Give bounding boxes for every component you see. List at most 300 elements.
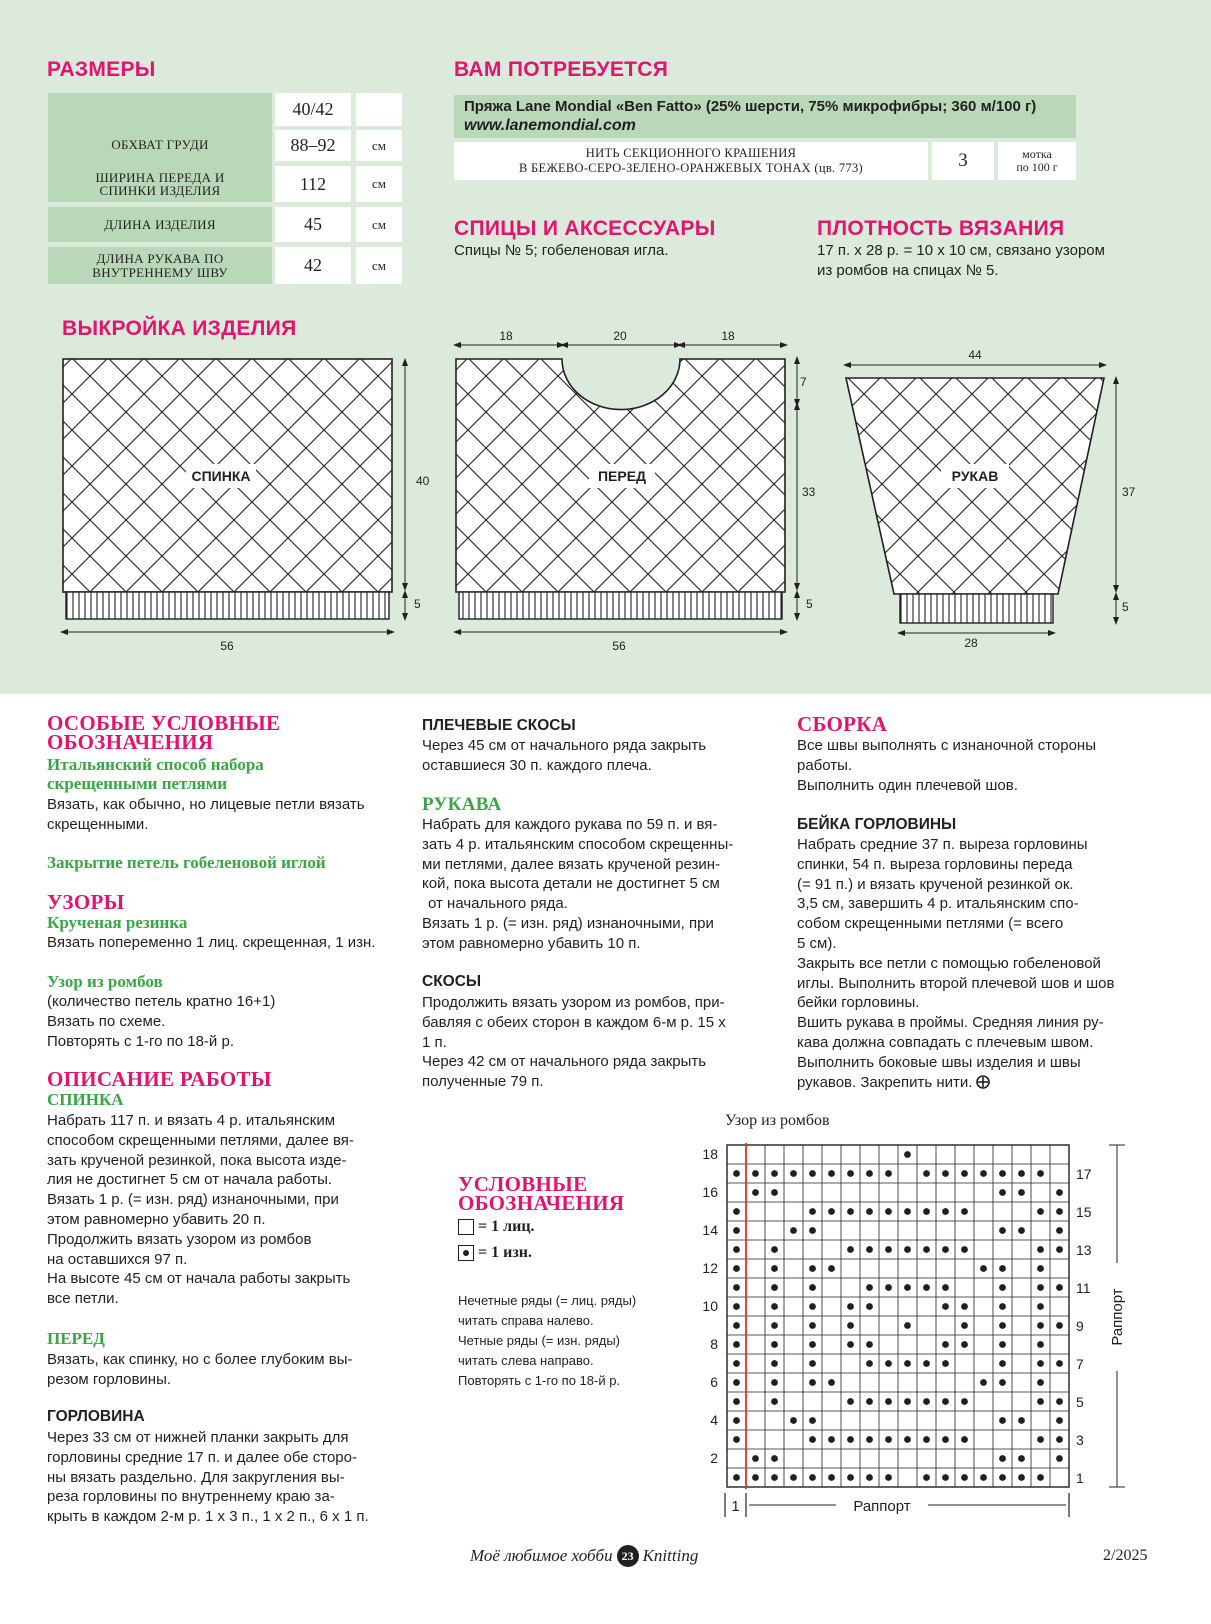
front-piece xyxy=(456,359,785,619)
purl-stitch-dot xyxy=(904,1322,911,1329)
purl-stitch-dot xyxy=(733,1474,740,1481)
purl-stitch-dot xyxy=(847,1322,854,1329)
size-unit-empty xyxy=(356,93,402,126)
purl-stitch-dot xyxy=(866,1341,873,1348)
purl-stitch-dot xyxy=(942,1341,949,1348)
neck-line: Через 33 см от нижней планки закрыть для xyxy=(47,1429,349,1446)
purl-stitch-dot xyxy=(923,1398,930,1405)
italian-title-line1: Итальянский способ набора xyxy=(47,755,264,774)
legend-purl-label: = 1 изн. xyxy=(478,1244,532,1261)
legend-note: Нечетные ряды (= лиц. ряды) xyxy=(458,1293,637,1308)
purl-stitch-dot xyxy=(771,1322,778,1329)
legend-notes xyxy=(458,1291,636,1391)
purl-stitch-dot xyxy=(999,1189,1006,1196)
purl-stitch-dot xyxy=(752,1170,759,1177)
purl-stitch-dot xyxy=(885,1284,892,1291)
purl-stitch-dot xyxy=(771,1341,778,1348)
purl-stitch-dot xyxy=(1056,1417,1063,1424)
purl-stitch-dot xyxy=(999,1417,1006,1424)
purl-stitch-dot xyxy=(847,1170,854,1177)
purl-stitch-dot xyxy=(1056,1360,1063,1367)
row-number-right: 11 xyxy=(1076,1280,1091,1296)
purl-stitch-dot xyxy=(1037,1398,1044,1405)
italian-text-line2: скрещенными. xyxy=(47,815,149,833)
front-neck-dim: 20 xyxy=(613,329,627,343)
purl-stitch-dot xyxy=(1037,1341,1044,1348)
purl-stitch-dot xyxy=(923,1170,930,1177)
footer-page-number: 23 xyxy=(617,1545,639,1567)
row-number-right: 13 xyxy=(1076,1242,1092,1258)
row-number-right: 17 xyxy=(1076,1166,1092,1182)
sleeves-line: Вязать 1 р. (= изн. ряд) изнаночными, при xyxy=(422,914,714,932)
purl-stitch-dot xyxy=(923,1208,930,1215)
neck-line: крыть в каждом 2-м р. 1 х 3 п., 1 х 2 п., 6 х 1 п. xyxy=(47,1508,369,1526)
materials-title: ВАМ ПОТРЕБУЕТСЯ xyxy=(454,58,669,81)
front-width-dim: 56 xyxy=(612,639,626,653)
purl-stitch-dot xyxy=(866,1398,873,1405)
purl-stitch-dot xyxy=(809,1322,816,1329)
special-title-line2: ОБОЗНАЧЕНИЯ xyxy=(47,730,214,754)
purl-stitch-dot xyxy=(999,1170,1006,1177)
row-number-right: 1 xyxy=(1076,1470,1084,1486)
purl-stitch-dot xyxy=(904,1436,911,1443)
yarn-unit-line1: мотка xyxy=(1022,147,1052,161)
purl-stitch-dot xyxy=(1018,1227,1025,1234)
row-number-left: 16 xyxy=(702,1184,718,1200)
front-rib-dim: 5 xyxy=(806,597,813,611)
purl-stitch-dot xyxy=(790,1417,797,1424)
purl-stitch-dot xyxy=(733,1265,740,1272)
purl-stitch-dot xyxy=(942,1474,949,1481)
neckband-title: БЕЙКА ГОРЛОВИНЫ xyxy=(797,816,957,833)
gauge-line1: 17 п. х 28 р. = 10 х 10 см, связано узором xyxy=(817,242,1105,259)
purl-stitch-dot xyxy=(942,1303,949,1310)
back-line: На высоте 45 см от начала работы закрыть xyxy=(47,1270,351,1288)
row-number-right: 15 xyxy=(1076,1204,1092,1220)
purl-stitch-dot xyxy=(904,1208,911,1215)
back-piece xyxy=(63,359,392,619)
purl-stitch-dot xyxy=(961,1246,968,1253)
yarn-unit xyxy=(998,142,1076,180)
gauge-title: ПЛОТНОСТЬ ВЯЗАНИЯ xyxy=(817,217,1065,240)
work-title: ОПИСАНИЕ РАБОТЫ xyxy=(47,1067,272,1091)
purl-stitch-dot xyxy=(923,1246,930,1253)
diamond-text-line3: Повторять с 1-го по 18-й р. xyxy=(47,1032,234,1050)
row-number-right: 7 xyxy=(1076,1356,1084,1372)
purl-stitch-dot xyxy=(1018,1474,1025,1481)
shoulder-text xyxy=(422,736,706,776)
purl-stitch-dot xyxy=(1037,1246,1044,1253)
sleeve-value: 42 xyxy=(275,247,351,284)
row-number-left: 8 xyxy=(710,1336,718,1352)
purl-stitch-dot xyxy=(1056,1436,1063,1443)
yarn-color-line2: В БЕЖЕВО-СЕРО-ЗЕЛЕНО-ОРАНЖЕВЫХ ТОНАХ (цв. 773) xyxy=(518,160,864,175)
special-title xyxy=(47,711,281,754)
row-number-left: 4 xyxy=(710,1412,718,1428)
purl-stitch-dot xyxy=(904,1151,911,1158)
purl-stitch-dot xyxy=(885,1436,892,1443)
purl-stitch-dot xyxy=(733,1341,740,1348)
front-top-right-dim: 18 xyxy=(721,329,735,343)
purl-stitch-dot xyxy=(809,1360,816,1367)
back-height-dim: 40 xyxy=(416,474,430,488)
purl-stitch-dot xyxy=(923,1436,930,1443)
row-number-right: 3 xyxy=(1076,1432,1084,1448)
sleeve-top-dim: 44 xyxy=(968,348,982,362)
neckband-line: рукавов. Закрепить нити. xyxy=(797,1073,973,1091)
purl-stitch-dot xyxy=(1056,1208,1063,1215)
purl-stitch-dot xyxy=(790,1474,797,1481)
length-value: 45 xyxy=(275,207,351,242)
bevel-line: Через 42 см от начального ряда закрыть xyxy=(422,1053,707,1071)
purl-stitch-dot xyxy=(771,1379,778,1386)
purl-stitch-dot xyxy=(1018,1189,1025,1196)
back-line: этом равномерно убавить 20 п. xyxy=(47,1210,266,1228)
diamond-text xyxy=(47,992,275,1051)
purl-stitch-dot xyxy=(828,1208,835,1215)
footer-section: Knitting xyxy=(642,1546,699,1565)
purl-stitch-dot xyxy=(771,1265,778,1272)
purl-stitch-dot xyxy=(733,1436,740,1443)
purl-stitch-dot xyxy=(866,1474,873,1481)
sizes-title: РАЗМЕРЫ xyxy=(47,58,156,81)
front-top-left-dim: 18 xyxy=(499,329,513,343)
purl-stitch-dot xyxy=(999,1360,1006,1367)
chest-value: 88–92 xyxy=(275,130,351,161)
front-neck-depth-dim: 7 xyxy=(800,375,807,389)
row-number-left: 14 xyxy=(702,1222,718,1238)
purl-stitch-dot xyxy=(923,1360,930,1367)
purl-stitch-dot xyxy=(866,1170,873,1177)
purl-stitch-dot xyxy=(999,1227,1006,1234)
purl-stitch-dot xyxy=(923,1284,930,1291)
purl-stitch-dot xyxy=(961,1322,968,1329)
sleeves-line: ми петлями, далее вязать крученой резин- xyxy=(422,855,721,873)
back-label: СПИНКА xyxy=(191,468,251,484)
neckband-line: 5 см). xyxy=(797,934,837,952)
purl-stitch-dot xyxy=(1037,1436,1044,1443)
purl-stitch-dot xyxy=(999,1474,1006,1481)
length-unit: см xyxy=(356,207,402,242)
legend-knit-label: = 1 лиц. xyxy=(478,1218,535,1235)
purl-stitch-dot xyxy=(961,1341,968,1348)
neckband-line: (= 91 п.) и вязать крученой резинкой ок. xyxy=(797,875,1074,893)
yarn-description: Пряжа Lane Mondial «Ben Fatto» (25% шерсти, 75% микрофибры; 360 м/100 г) xyxy=(464,98,1037,115)
purl-stitch-dot xyxy=(809,1208,816,1215)
purl-stitch-dot xyxy=(733,1284,740,1291)
purl-stitch-dot xyxy=(809,1303,816,1310)
purl-stitch-dot xyxy=(961,1303,968,1310)
footer-magazine xyxy=(470,1545,698,1567)
back-line: Вязать 1 р. (= изн. ряд) изнаночными, при xyxy=(47,1191,339,1209)
purl-stitch-dot xyxy=(809,1227,816,1234)
front-height-dim: 33 xyxy=(802,485,816,499)
yarn-quantity: 3 xyxy=(932,142,994,180)
yarn-unit-line2: по 100 г xyxy=(1016,160,1058,174)
back-line: Продолжить вязать узором из ромбов xyxy=(47,1230,312,1248)
purl-stitch-dot xyxy=(771,1189,778,1196)
diamond-title: Узор из ромбов xyxy=(47,972,163,991)
purl-stitch-dot xyxy=(847,1246,854,1253)
diamond-text-line2: Вязать по схеме. xyxy=(47,1012,166,1030)
purl-stitch-dot xyxy=(885,1246,892,1253)
purl-stitch-dot xyxy=(809,1474,816,1481)
purl-stitch-dot xyxy=(828,1436,835,1443)
purl-stitch-dot xyxy=(733,1398,740,1405)
legend-title-line2: ОБОЗНАЧЕНИЯ xyxy=(458,1191,625,1215)
neck-text xyxy=(47,1428,369,1527)
front-line: резом горловины. xyxy=(47,1370,172,1388)
purl-stitch-dot xyxy=(885,1360,892,1367)
bevel-line: бавляя с обеих сторон в каждом 6-м р. 15 х xyxy=(422,1013,726,1031)
patterns-title: УЗОРЫ xyxy=(47,890,125,914)
row-number-left: 12 xyxy=(702,1260,718,1276)
purl-stitch-dot xyxy=(733,1227,740,1234)
needles-text: Спицы № 5; гобеленовая игла. xyxy=(454,242,669,259)
rib-text: Вязать попеременно 1 лиц. скрещенная, 1 изн. xyxy=(47,934,376,951)
purl-stitch-dot xyxy=(999,1379,1006,1386)
row-number-left: 10 xyxy=(702,1298,718,1314)
purl-stitch-dot xyxy=(942,1398,949,1405)
row-number-right: 5 xyxy=(1076,1394,1084,1410)
shoulder-line: Через 45 см от начального ряда закрыть xyxy=(422,737,707,754)
diamond-chart xyxy=(690,1140,1126,1540)
purl-stitch-dot xyxy=(980,1379,987,1386)
back-line: лия не достигнет 5 см от начала работы. xyxy=(47,1171,333,1189)
purl-stitch-dot xyxy=(961,1474,968,1481)
back-line: зать крученой резинкой, пока высота изде- xyxy=(47,1151,347,1169)
purl-stitch-dot xyxy=(1056,1227,1063,1234)
purl-stitch-dot xyxy=(1018,1455,1025,1462)
gauge-line2: из ромбов на спицах № 5. xyxy=(817,261,999,279)
purl-stitch-dot xyxy=(1037,1474,1044,1481)
purl-stitch-dot xyxy=(809,1265,816,1272)
assembly-text xyxy=(797,736,1096,795)
purl-stitch-dot xyxy=(904,1246,911,1253)
purl-stitch-dot xyxy=(847,1474,854,1481)
sleeve-unit: см xyxy=(356,247,402,284)
neckband-last-line xyxy=(797,1073,1114,1093)
purl-stitch-dot xyxy=(942,1170,949,1177)
back-section-title: СПИНКА xyxy=(47,1090,124,1109)
sleeve-piece xyxy=(846,378,1104,623)
legend-purl xyxy=(458,1244,532,1262)
row-number-left: 18 xyxy=(702,1146,718,1162)
purl-stitch-dot xyxy=(885,1208,892,1215)
yarn-color-line1: НИТЬ СЕКЦИОННОГО КРАШЕНИЯ xyxy=(585,146,797,160)
footer-magazine-name: Моё любимое хобби xyxy=(470,1546,613,1565)
purl-stitch-dot xyxy=(904,1360,911,1367)
purl-stitch-dot xyxy=(847,1398,854,1405)
neck-line: горловины средние 17 п. и далее обе сторо- xyxy=(47,1448,357,1466)
legend-title xyxy=(458,1172,625,1215)
shoulder-title: ПЛЕЧЕВЫЕ СКОСЫ xyxy=(422,717,576,734)
purl-stitch-dot xyxy=(771,1360,778,1367)
size-label-sleeve: ДЛИНА РУКАВА ПО ВНУТРЕННЕМУ ШВУ xyxy=(48,247,272,284)
purl-stitch-dot xyxy=(1056,1246,1063,1253)
purl-stitch-dot xyxy=(1037,1265,1044,1272)
neck-line: реза горловины по внутреннему краю за- xyxy=(47,1488,335,1506)
purl-stitch-dot xyxy=(999,1284,1006,1291)
knit-symbol-icon xyxy=(458,1219,474,1235)
size-label-length: ДЛИНА ИЗДЕЛИЯ xyxy=(48,207,272,242)
front-label: ПЕРЕД xyxy=(597,468,647,484)
purl-stitch-dot xyxy=(847,1303,854,1310)
purl-stitch-dot xyxy=(1037,1303,1044,1310)
neckband-line: спинки, 54 п. выреза горловины переда xyxy=(797,855,1073,873)
pattern-title: ВЫКРОЙКА ИЗДЕЛИЯ xyxy=(62,317,297,340)
purl-stitch-dot xyxy=(752,1474,759,1481)
purl-stitch-dot xyxy=(771,1398,778,1405)
back-text xyxy=(47,1111,354,1309)
purl-stitch-dot xyxy=(828,1170,835,1177)
purl-stitch-dot xyxy=(733,1170,740,1177)
legend-note: Повторять с 1-го по 18-й р. xyxy=(458,1373,621,1388)
width-unit: см xyxy=(356,166,402,202)
neckband-text xyxy=(797,835,1114,1092)
purl-stitch-dot xyxy=(942,1208,949,1215)
purl-stitch-dot xyxy=(771,1246,778,1253)
side-repeat-label: Раппорт xyxy=(1109,1288,1126,1346)
sleeves-text xyxy=(422,815,733,954)
purl-stitch-dot xyxy=(961,1208,968,1215)
footer-issue: 2/2025 xyxy=(1103,1547,1148,1564)
bevel-line: 1 п. xyxy=(422,1033,447,1051)
sleeve-rib-dim: 5 xyxy=(1122,600,1129,614)
legend-knit xyxy=(458,1218,535,1236)
purl-stitch-dot xyxy=(980,1265,987,1272)
row-number-left: 2 xyxy=(710,1450,718,1466)
purl-stitch-dot xyxy=(847,1208,854,1215)
row-number-right: 9 xyxy=(1076,1318,1084,1334)
purl-stitch-dot xyxy=(961,1170,968,1177)
purl-stitch-dot xyxy=(733,1246,740,1253)
front-line: Вязать, как спинку, но с более глубоким вы- xyxy=(47,1351,353,1368)
purl-stitch-dot xyxy=(942,1284,949,1291)
purl-stitch-dot xyxy=(999,1455,1006,1462)
legend-note: читать справа налево. xyxy=(458,1313,594,1328)
bevel-title: СКОСЫ xyxy=(422,973,482,990)
neck-title: ГОРЛОВИНА xyxy=(47,1408,145,1425)
purl-stitch-dot xyxy=(733,1208,740,1215)
chest-unit: см xyxy=(356,130,402,161)
purl-stitch-dot xyxy=(866,1303,873,1310)
repeat-label: Раппорт xyxy=(853,1498,911,1515)
sleeves-line: зать 4 р. итальянским способом скрещенны- xyxy=(422,835,734,853)
purl-stitch-dot xyxy=(999,1303,1006,1310)
legend-note: Четные ряды (= изн. ряды) xyxy=(458,1333,620,1348)
purl-stitch-dot xyxy=(847,1436,854,1443)
sleeves-line: Набрать для каждого рукава по 59 п. и вя- xyxy=(422,816,718,833)
sleeve-height-dim: 37 xyxy=(1122,485,1136,499)
italian-title-line2: скрещенными петлями xyxy=(47,774,228,793)
purl-stitch-dot xyxy=(771,1170,778,1177)
purl-stitch-dot xyxy=(904,1284,911,1291)
neckband-line: Выполнить боковые швы изделия и швы xyxy=(797,1053,1081,1071)
back-line: Набрать 117 п. и вязать 4 р. итальянским xyxy=(47,1112,336,1129)
purl-stitch-dot xyxy=(1056,1455,1063,1462)
purl-stitch-dot xyxy=(809,1436,816,1443)
purl-stitch-dot xyxy=(885,1398,892,1405)
neckband-line: Набрать средние 37 п. выреза горловины xyxy=(797,836,1088,853)
yarn-color xyxy=(454,142,928,180)
purl-stitch-dot xyxy=(942,1246,949,1253)
purl-stitch-dot xyxy=(790,1170,797,1177)
special-title-line1: ОСОБЫЕ УСЛОВНЫЕ xyxy=(47,711,281,735)
purl-stitch-dot xyxy=(733,1303,740,1310)
neckband-line: Вшить рукава в проймы. Средняя линия ру- xyxy=(797,1014,1104,1032)
purl-stitch-dot xyxy=(771,1284,778,1291)
purl-stitch-dot xyxy=(1056,1398,1063,1405)
end-mark-icon xyxy=(976,1075,990,1089)
italian-text-line1: Вязать, как обычно, но лицевые петли вязать xyxy=(47,796,365,813)
back-rib-dim: 5 xyxy=(414,597,421,611)
purl-stitch-dot xyxy=(809,1284,816,1291)
purl-stitch-dot xyxy=(733,1322,740,1329)
bindoff-title: Закрытие петель гобеленовой иглой xyxy=(47,853,326,872)
shoulder-line: оставшиеся 30 п. каждого плеча. xyxy=(422,756,652,774)
purl-stitch-dot xyxy=(1037,1170,1044,1177)
italian-text xyxy=(47,795,365,835)
neckband-line: Закрыть все петли с помощью гобеленовой xyxy=(797,954,1101,972)
back-line: способом скрещенными петлями, далее вя- xyxy=(47,1131,354,1149)
purl-stitch-dot xyxy=(1018,1417,1025,1424)
purl-stitch-dot xyxy=(1056,1322,1063,1329)
assembly-title: СБОРКА xyxy=(797,712,888,736)
first-stitch-label: 1 xyxy=(731,1498,740,1515)
bevel-line: полученные 79 п. xyxy=(422,1073,544,1091)
purl-stitch-dot xyxy=(961,1398,968,1405)
size-label-chest: ОБХВАТ ГРУДИ xyxy=(48,93,272,197)
purl-stitch-dot xyxy=(1037,1322,1044,1329)
needles-title: СПИЦЫ И АКСЕССУАРЫ xyxy=(454,217,716,240)
purl-stitch-dot xyxy=(1037,1379,1044,1386)
purl-stitch-dot xyxy=(752,1455,759,1462)
purl-stitch-dot xyxy=(828,1474,835,1481)
purl-stitch-dot xyxy=(809,1341,816,1348)
bevel-text xyxy=(422,993,726,1092)
neckband-line: бейки горловины. xyxy=(797,994,920,1012)
yarn-box xyxy=(454,95,1076,138)
purl-stitch-dot xyxy=(1037,1360,1044,1367)
purl-stitch-dot xyxy=(980,1170,987,1177)
size-label-width: ШИРИНА ПЕРЕДА И СПИНКИ ИЗДЕЛИЯ xyxy=(48,166,272,202)
purl-stitch-dot xyxy=(999,1265,1006,1272)
purl-stitch-dot xyxy=(866,1436,873,1443)
purl-stitch-dot xyxy=(980,1474,987,1481)
purl-stitch-dot xyxy=(809,1170,816,1177)
purl-stitch-dot xyxy=(733,1379,740,1386)
purl-stitch-dot xyxy=(828,1265,835,1272)
back-line: все петли. xyxy=(47,1290,119,1308)
neckband-line: 3,5 см, завершить 4 р. итальянским спо- xyxy=(797,895,1079,913)
sleeves-line: от начального ряда. xyxy=(428,895,568,913)
neck-line: ны вязать раздельно. Для закругления вы- xyxy=(47,1468,345,1486)
neckband-line: собом скрещенными петлями (= всего xyxy=(797,915,1064,933)
row-number-left: 6 xyxy=(710,1374,718,1390)
italian-title xyxy=(47,755,264,793)
sleeves-title: РУКАВА xyxy=(422,794,502,815)
size-value: 40/42 xyxy=(275,93,351,126)
purl-stitch-dot xyxy=(1056,1284,1063,1291)
front-text xyxy=(47,1350,353,1390)
purl-stitch-dot xyxy=(847,1341,854,1348)
back-line: на оставшихся 97 п. xyxy=(47,1250,188,1268)
purl-stitch-dot xyxy=(771,1455,778,1462)
purl-stitch-dot xyxy=(733,1417,740,1424)
chart-title: Узор из ромбов xyxy=(725,1112,830,1129)
width-value: 112 xyxy=(275,166,351,202)
